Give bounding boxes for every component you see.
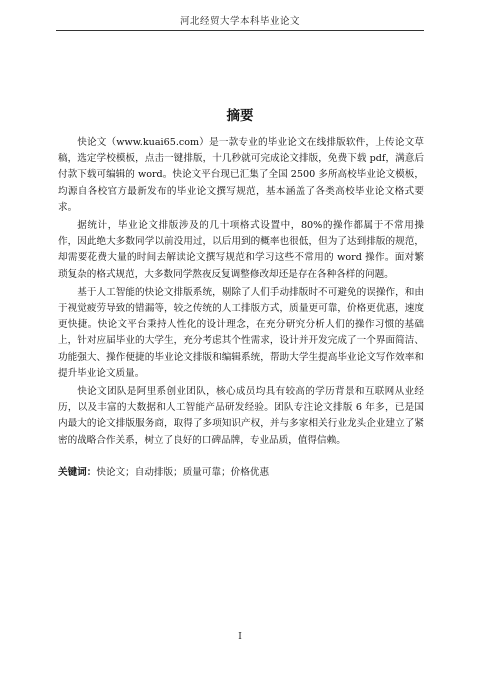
abstract-body [58, 135, 424, 481]
abstract-paragraph-4: 快论文团队是阿里系创业团队，核心成员均具有较高的学历背景和互联网从业经历，以及丰富的大数据和人工智能产品研发经验。团队专注论文排版 6 年多，已是国内最大的论文排版服务商，取得了多项知识产权，并与多家相关行业龙头企业建立了紧密的战略合作关系，树立了良好的口碑品牌，专业品质，值得信赖。 [58, 386, 424, 446]
keywords-line [58, 465, 424, 481]
abstract-paragraph-1: 快论文（www.kuai65.com）是一款专业的毕业论文在线排版软件，上传论文草稿，选定学校模板，点击一键排版，十几秒就可完成论文排版，免费下载 pdf，满意后付款下载可编辑的 word。快论文平台现已汇集了全国 2500 多所高校毕业论文模板，均源自各校官方最新发布的毕业论文撰写规范，基本涵盖了各类高校毕业论文格式要求。 [58, 137, 424, 213]
abstract-title: 摘要 [226, 108, 254, 124]
page-number: I [238, 632, 242, 642]
abstract-paragraph-3: 基于人工智能的快论文排版系统，剔除了人们手动排版时不可避免的误操作，和由于视觉疲劳导致的错漏等，较之传统的人工排版方式，质量更可靠，价格更优惠，速度更快捷。快论文平台秉持人性化的设计理念，在充分研究分析人们的操作习惯的基础上，针对应届毕业的大学生，充分考虑其个性需求，设计并开发完成了一个界面简洁、功能强大、操作便捷的毕业论文排版和编辑系统，帮助大学生提高毕业论文写作效率和提升毕业论文质量。 [58, 286, 424, 379]
header-rule [56, 30, 424, 31]
keywords-value: 快论文；自动排版；质量可靠；价格优惠 [96, 466, 270, 478]
keywords-label: 关键词： [58, 466, 97, 478]
abstract-paragraph-2: 据统计，毕业论文排版涉及的几十项格式设置中，80%的操作都属于不常用操作，因此绝大多数同学以前没用过，以后用到的概率也很低，但为了达到排版的规范，却需要花费大量的时间去解读论文撰写规范和学习这些不常用的 word 操作。面对繁琐复杂的格式规范，大多数同学熬夜反复调整修改却还是存在各种各样的问题。 [58, 220, 424, 280]
running-header: 河北经贸大学本科毕业论文 [179, 16, 300, 27]
